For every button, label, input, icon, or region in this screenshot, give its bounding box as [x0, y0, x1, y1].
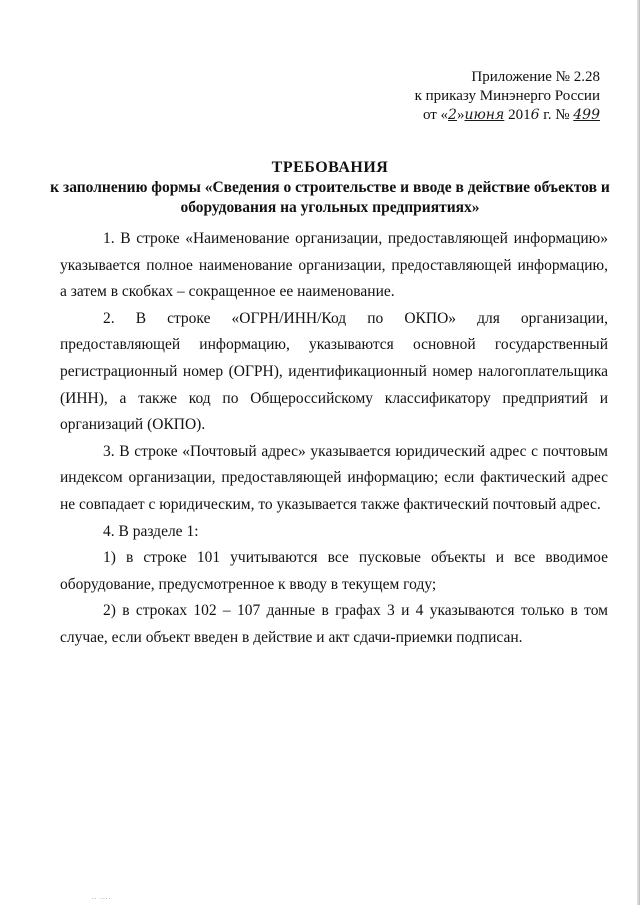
title-line-2: к заполнению формы «Сведения о строительстве и вводе в действие объектов и [50, 179, 610, 196]
paragraph-4-2: 2) в строках 102 – 107 данные в графах 3 и 4 указываются только в том случае, если объект введен в действие и акт сдачи-приемки подписан. [60, 602, 608, 646]
appendix-header [380, 68, 600, 125]
handwritten-day: 2 [448, 107, 457, 123]
title-line-3: оборудования на угольных предприятиях» [180, 199, 480, 216]
handwritten-order-number: 499 [573, 107, 600, 123]
title-heading: ТРЕБОВАНИЯ [271, 159, 389, 176]
paragraph-2: 2. В строке «ОГРН/ИНН/Код по ОКПО» для организации, предоставляющей информацию, указываются основной государственный регистрационный номер (ОГРН), идентификационный номер налогоплательщика (ИНН), а также код по Общероссийскому классификатору предприятий и организаций (ОКПО). [60, 309, 608, 434]
paragraph-1: 1. В строке «Наименование организации, предоставляющей информацию» указывается полное наименование организации, предоставляющей информацию, а затем в скобках – сокращенное ее наименование. [60, 230, 608, 301]
date-prefix: от « [422, 107, 449, 123]
paragraph-4-1: 1) в строке 101 учитываются все пусковые объекты и все вводимое оборудование, предусмотренное к вводу в текущем году; [60, 549, 608, 593]
appendix-order-date-number [380, 106, 600, 125]
scan-footer-mark: .. .... [92, 893, 112, 901]
document-body [60, 226, 608, 652]
order-number-label: г. № [539, 107, 574, 123]
appendix-number: Приложение № 2.28 [471, 69, 600, 85]
appendix-order-reference: к приказу Минэнерго России [414, 88, 600, 104]
handwritten-month: июня [464, 107, 505, 123]
paragraph-3: 3. В строке «Почтовый адрес» указывается юридический адрес с почтовым индексом организации, предоставляющей информацию; если фактический адрес не совпадает с юридическим, то указывается также фактический почтовый адрес. [60, 442, 608, 513]
document-title [40, 158, 620, 218]
handwritten-year-digit: 6 [530, 107, 540, 123]
quote-close: » [456, 107, 465, 123]
year-prefix: 201 [504, 107, 531, 123]
paragraph-4: 4. В разделе 1: [103, 522, 199, 540]
